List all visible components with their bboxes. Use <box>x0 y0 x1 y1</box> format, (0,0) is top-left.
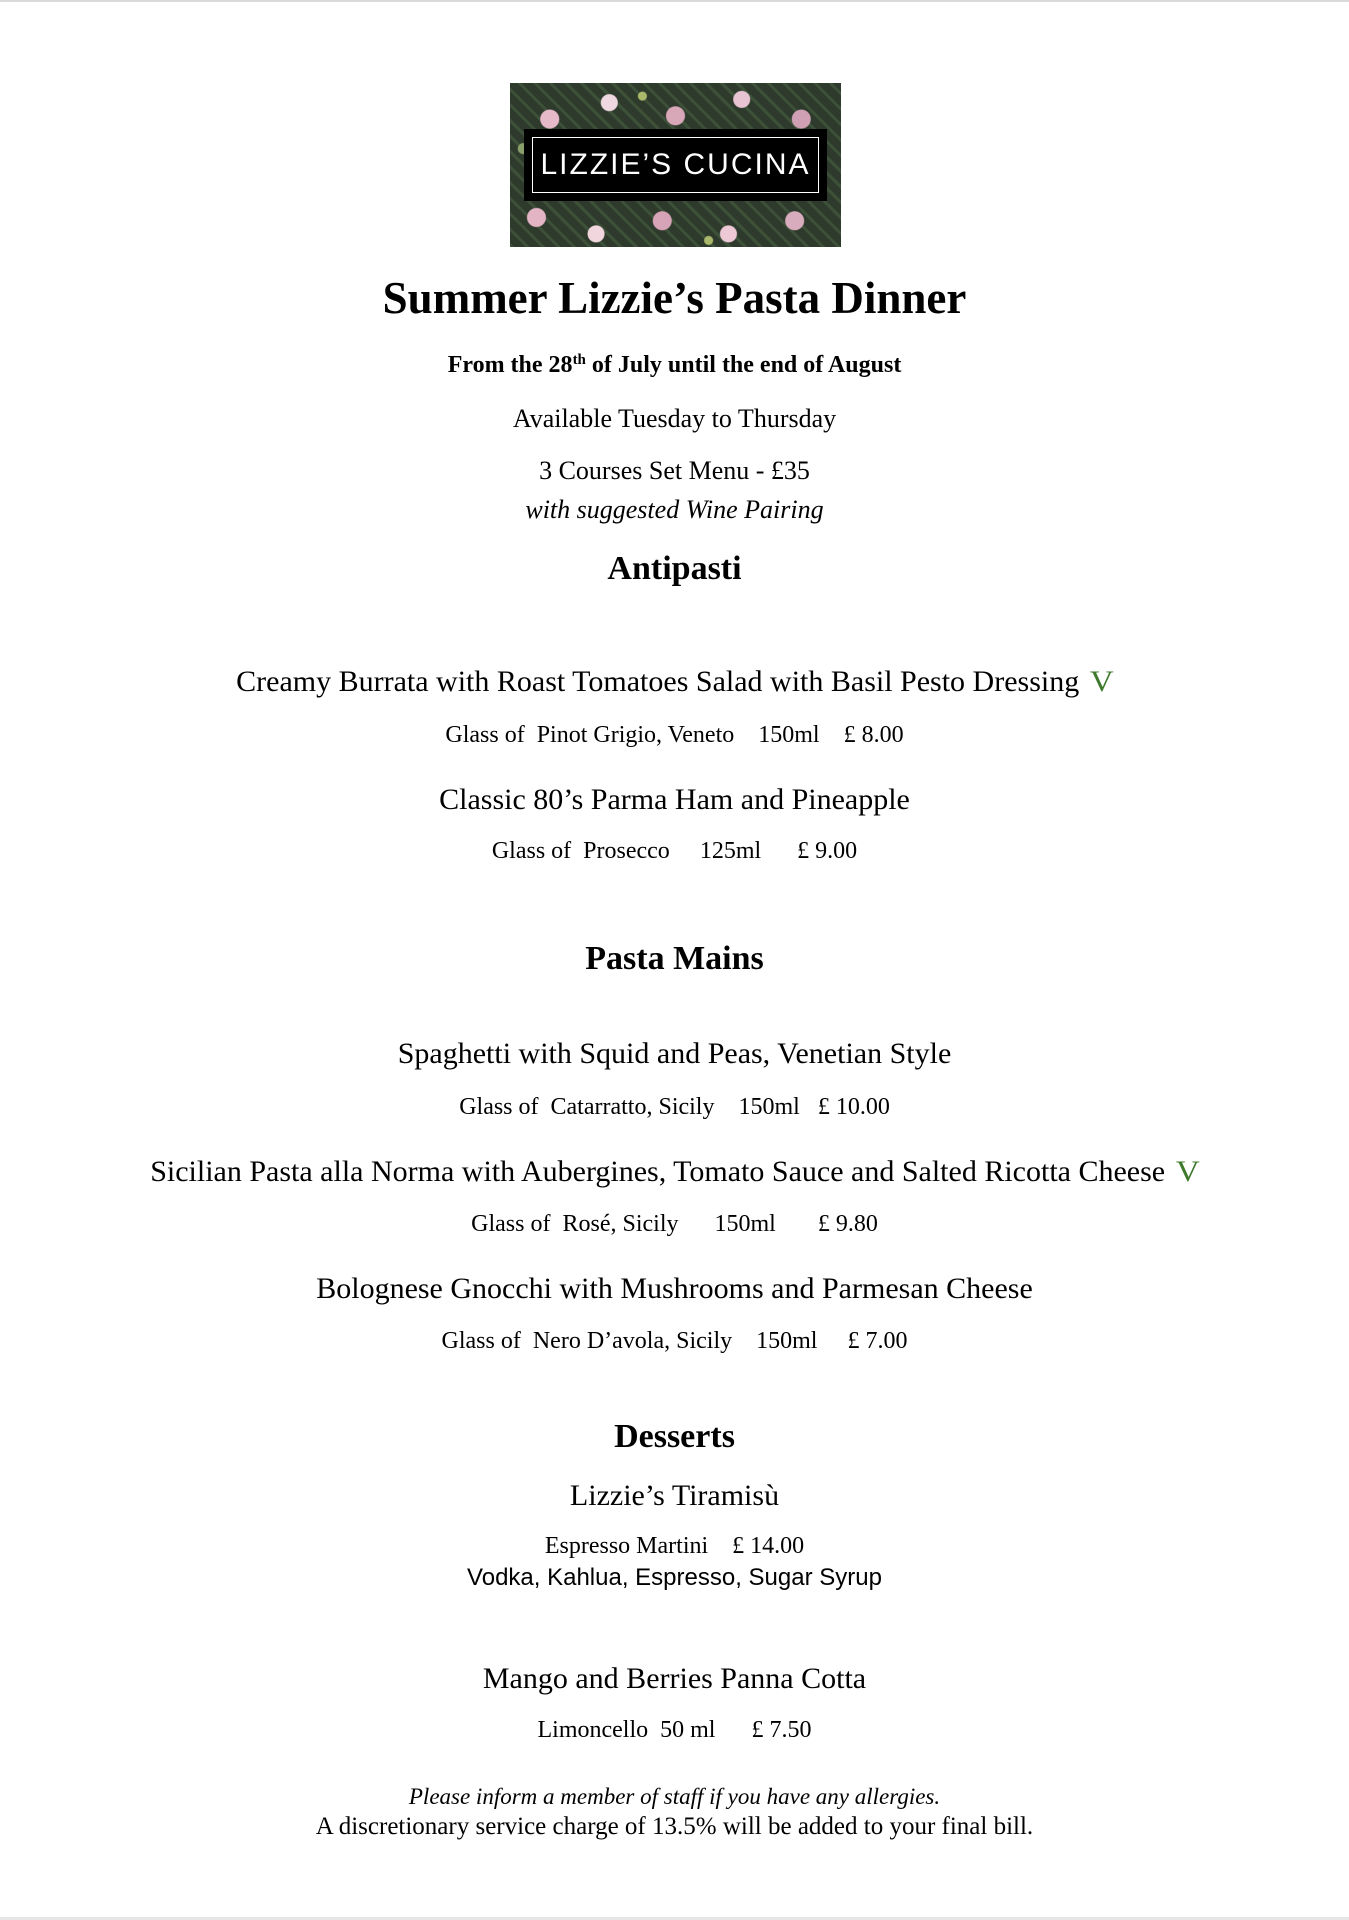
section-title-desserts: Desserts <box>614 1418 735 1455</box>
top-border <box>0 0 1349 2</box>
wine-pairing <box>0 838 1349 865</box>
wine-price: £ 9.80 <box>817 1211 878 1237</box>
drink-price: £ 7.50 <box>751 1717 812 1743</box>
wine-pairing <box>0 1328 1349 1355</box>
wine-pairing <box>0 1094 1349 1121</box>
dish-name: Lizzie’s Tiramisù <box>569 1479 780 1512</box>
dates-superscript: th <box>572 352 586 368</box>
availability: Available Tuesday to Thursday <box>512 404 837 433</box>
menu-title: Summer Lizzie’s Pasta Dinner <box>382 273 967 323</box>
wine-pairing-note: with suggested Wine Pairing <box>525 495 824 524</box>
service-charge-notice: A discretionary service charge of 13.5% will be added to your final bill. <box>315 1813 1034 1840</box>
vegetarian-leaf-icon: V <box>1176 1155 1200 1188</box>
dates-post: of July until the end of August <box>585 352 902 378</box>
wine-name: Glass of Rosé, Sicily <box>471 1211 679 1237</box>
dates-pre: From the 28 <box>447 352 573 378</box>
dish-name: Spaghetti with Squid and Peas, Venetian Style <box>397 1037 952 1070</box>
wine-price: £ 8.00 <box>843 722 904 748</box>
wine-name: Glass of Pinot Grigio, Veneto <box>445 722 735 748</box>
wine-name: Glass of Catarratto, Sicily <box>459 1094 715 1120</box>
dish-name: Mango and Berries Panna Cotta <box>482 1662 867 1695</box>
restaurant-logo <box>510 83 841 247</box>
drink-name: Limoncello 50 ml <box>537 1717 716 1743</box>
wine-size: 150ml <box>714 1211 776 1237</box>
dish-name: Classic 80’s Parma Ham and Pineapple <box>439 783 910 816</box>
section-title-pasta-mains: Pasta Mains <box>585 940 764 977</box>
digestif-pairing <box>0 1717 1349 1744</box>
dish-name: Bolognese Gnocchi with Mushrooms and Parmesan Cheese <box>316 1272 1033 1305</box>
drink-price: £ 14.00 <box>732 1533 805 1559</box>
wine-name: Glass of Prosecco <box>491 838 670 864</box>
cocktail-pairing <box>0 1533 1349 1560</box>
menu-dates <box>0 352 1349 379</box>
set-menu-price: 3 Courses Set Menu - £35 <box>539 456 810 485</box>
drink-name: Espresso Martini <box>544 1533 709 1559</box>
dish-item <box>0 1272 1349 1306</box>
dish-item <box>0 783 1349 817</box>
allergy-notice: Please inform a member of staff if you have any allergies. <box>408 1784 941 1809</box>
dish-item <box>0 1479 1349 1513</box>
wine-name: Glass of Nero D’avola, Sicily <box>441 1328 733 1354</box>
dish-item <box>0 665 1349 699</box>
section-title-antipasti: Antipasti <box>607 550 742 587</box>
wine-pairing <box>0 1211 1349 1238</box>
dish-name: Sicilian Pasta alla Norma with Aubergines, Tomato Sauce and Salted Ricotta Cheese <box>150 1155 1166 1188</box>
wine-price: £ 7.00 <box>847 1328 908 1354</box>
dish-item <box>0 1155 1349 1189</box>
wine-size: 150ml <box>756 1328 818 1354</box>
dish-item <box>0 1662 1349 1696</box>
vegetarian-leaf-icon: V <box>1090 665 1114 698</box>
logo-text: LIZZIE’S CUCINA <box>540 148 811 181</box>
logo-frame <box>532 137 819 193</box>
wine-size: 150ml <box>738 1094 800 1120</box>
cocktail-ingredients: Vodka, Kahlua, Espresso, Sugar Syrup <box>467 1564 882 1591</box>
wine-pairing <box>0 722 1349 749</box>
wine-size: 125ml <box>699 838 762 864</box>
wine-price: £ 9.00 <box>797 838 858 864</box>
wine-price: £ 10.00 <box>817 1094 890 1120</box>
dish-item <box>0 1037 1349 1071</box>
logo-plate <box>524 129 827 201</box>
dish-name: Creamy Burrata with Roast Tomatoes Salad with Basil Pesto Dressing <box>236 665 1080 698</box>
wine-size: 150ml <box>758 722 820 748</box>
